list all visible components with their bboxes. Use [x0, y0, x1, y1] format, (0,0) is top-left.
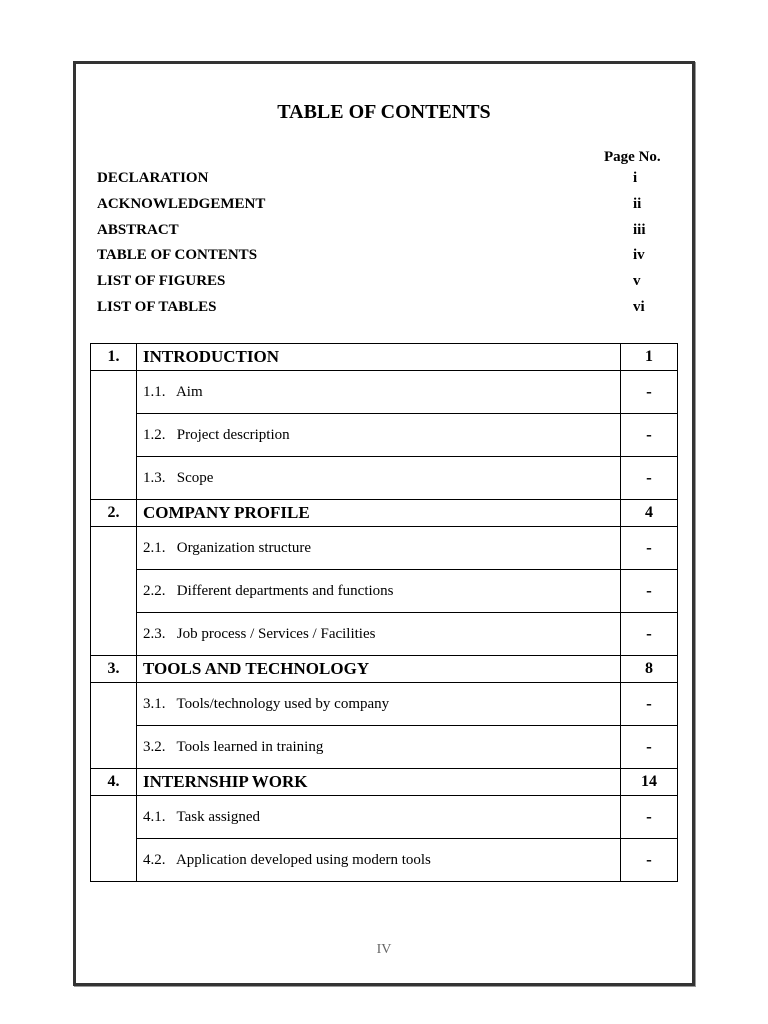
page-number-footer: IV	[376, 942, 392, 957]
front-matter-page: v	[633, 273, 641, 290]
section-page: -	[621, 613, 678, 656]
section-indent-cell	[91, 683, 137, 769]
section-row	[91, 371, 678, 414]
chapter-number: 2.	[91, 500, 137, 527]
section-row	[91, 683, 678, 726]
chapter-number: 1.	[91, 344, 137, 371]
front-matter-item	[97, 245, 657, 271]
chapter-page: 1	[621, 344, 678, 371]
section-number: 2.3.	[143, 625, 166, 642]
chapter-row	[91, 344, 678, 371]
section-row	[91, 414, 678, 457]
section-page: -	[621, 726, 678, 769]
section-number: 2.2.	[143, 582, 166, 599]
chapter-row	[91, 500, 678, 527]
section-row	[91, 457, 678, 500]
section-label: Organization structure	[176, 539, 312, 556]
chapter-row	[91, 656, 678, 683]
section-title	[137, 613, 621, 656]
section-title	[137, 457, 621, 500]
section-number: 3.2.	[143, 738, 166, 755]
front-matter-label: ABSTRACT	[97, 221, 179, 238]
section-page: -	[621, 457, 678, 500]
section-page: -	[621, 527, 678, 570]
section-title	[137, 371, 621, 414]
front-matter-page: ii	[633, 195, 642, 212]
section-row	[91, 527, 678, 570]
section-label: Project description	[176, 426, 290, 443]
front-matter-page: vi	[633, 298, 645, 315]
chapter-page: 14	[621, 769, 678, 796]
section-label: Aim	[175, 383, 203, 400]
section-page: -	[621, 570, 678, 613]
section-label: Job process / Services / Facilities	[176, 625, 376, 642]
section-number: 4.2.	[143, 851, 166, 868]
section-number: 2.1.	[143, 539, 166, 556]
chapter-page: 4	[621, 500, 678, 527]
section-number: 3.1.	[143, 695, 166, 712]
section-label: Application developed using modern tools	[175, 851, 431, 868]
section-title	[137, 839, 621, 882]
section-indent-cell	[91, 796, 137, 882]
section-page: -	[621, 414, 678, 457]
front-matter-item	[97, 271, 657, 297]
chapter-title: TOOLS AND TECHNOLOGY	[137, 656, 621, 683]
section-title	[137, 683, 621, 726]
front-matter-item	[97, 168, 657, 194]
front-matter-page: iii	[633, 221, 646, 238]
page-title: TABLE OF CONTENTS	[277, 101, 491, 123]
chapter-number: 4.	[91, 769, 137, 796]
section-page: -	[621, 839, 678, 882]
section-row	[91, 839, 678, 882]
front-matter-label: LIST OF TABLES	[97, 298, 217, 315]
front-matter-label: DECLARATION	[97, 170, 209, 186]
section-row	[91, 613, 678, 656]
section-title	[137, 570, 621, 613]
front-matter-list	[97, 168, 657, 323]
section-indent-cell	[91, 527, 137, 656]
chapter-title: INTRODUCTION	[137, 344, 621, 371]
chapter-title: COMPANY PROFILE	[137, 500, 621, 527]
section-label: Tools/technology used by company	[176, 695, 390, 712]
section-number: 1.2.	[143, 426, 166, 443]
chapter-title: INTERNSHIP WORK	[137, 769, 621, 796]
section-row	[91, 570, 678, 613]
section-number: 1.3.	[143, 469, 166, 486]
front-matter-page: i	[633, 170, 638, 186]
front-matter-label: ACKNOWLEDGEMENT	[97, 195, 266, 212]
chapter-page: 8	[621, 656, 678, 683]
front-matter-item	[97, 297, 657, 323]
section-row	[91, 796, 678, 839]
section-row	[91, 726, 678, 769]
front-matter-item	[97, 220, 657, 246]
section-indent-cell	[91, 371, 137, 500]
front-matter-page: iv	[633, 247, 645, 264]
page-no-header: Page No.	[604, 149, 661, 165]
section-label: Tools learned in training	[176, 738, 324, 755]
section-title	[137, 796, 621, 839]
contents-table	[90, 343, 678, 882]
section-title	[137, 726, 621, 769]
section-number: 4.1.	[143, 808, 166, 825]
front-matter-label: TABLE OF CONTENTS	[97, 247, 258, 264]
section-label: Different departments and functions	[176, 582, 394, 599]
section-label: Scope	[176, 469, 214, 486]
section-number: 1.1.	[143, 383, 166, 400]
front-matter-item	[97, 194, 657, 220]
section-label: Task assigned	[176, 808, 261, 825]
section-title	[137, 414, 621, 457]
chapter-row	[91, 769, 678, 796]
section-title	[137, 527, 621, 570]
section-page: -	[621, 371, 678, 414]
front-matter-label: LIST OF FIGURES	[97, 273, 226, 290]
section-page: -	[621, 683, 678, 726]
section-page: -	[621, 796, 678, 839]
chapter-number: 3.	[91, 656, 137, 683]
